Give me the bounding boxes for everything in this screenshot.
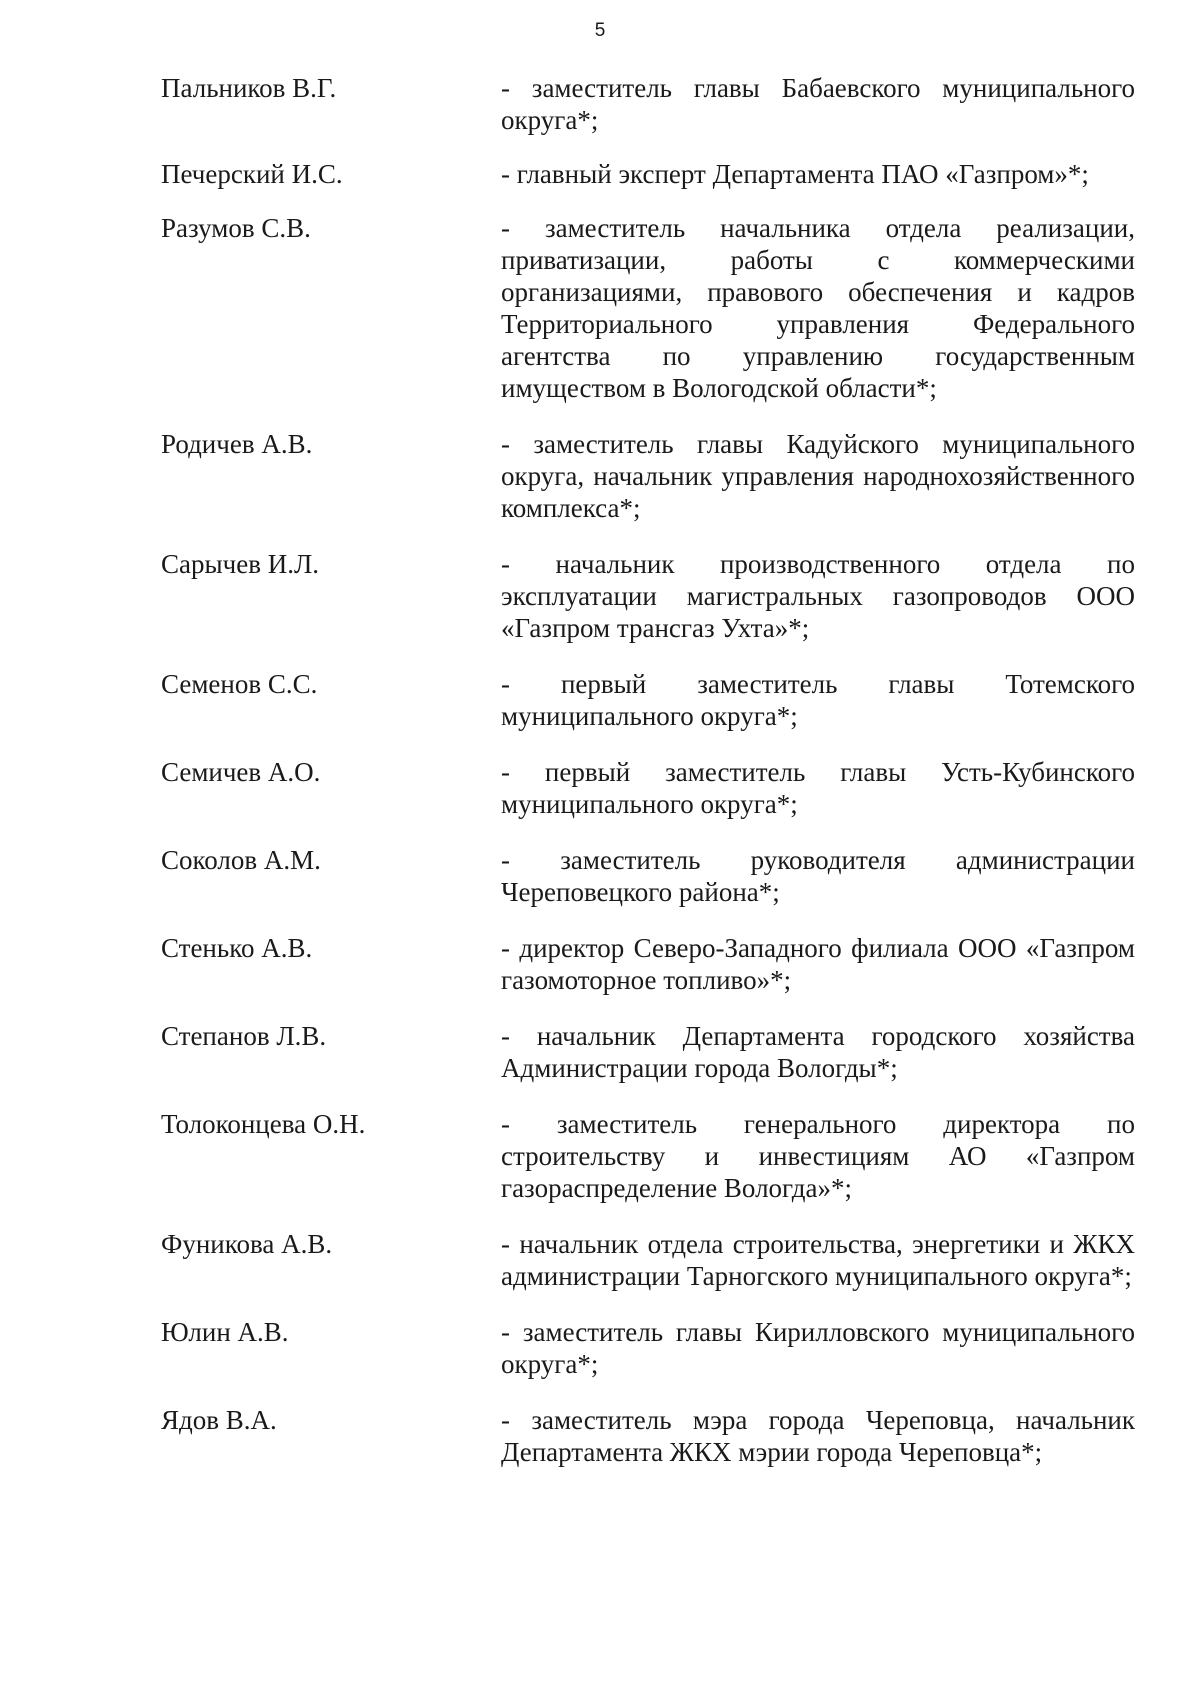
list-item	[161, 756, 1135, 820]
member-position: - главный эксперт Департамента ПАО «Газпром»*;	[501, 159, 1089, 189]
member-name: Разумов С.В.	[161, 213, 311, 243]
member-position: - начальник производственного отдела по эксплуатации магистральных газопроводов ООО «Газпром трансгаз Ухта»*;	[501, 549, 1135, 643]
member-name: Родичев А.В.	[161, 429, 313, 459]
member-name: Пальников В.Г.	[161, 73, 337, 103]
list-item	[161, 1228, 1135, 1292]
member-position: - первый заместитель главы Усть-Кубинского муниципального округа*;	[501, 757, 1135, 819]
page-number: 5	[594, 20, 606, 41]
list-item	[161, 668, 1135, 732]
member-position: - первый заместитель главы Тотемского муниципального округа*;	[501, 669, 1135, 731]
list-item	[161, 212, 1135, 404]
list-item	[161, 158, 1135, 190]
list-item	[161, 1316, 1135, 1380]
member-name: Семенов С.С.	[161, 669, 318, 699]
member-name: Фуникова А.В.	[161, 1229, 333, 1259]
member-name: Соколов А.М.	[161, 845, 321, 875]
member-position: - заместитель главы Кадуйского муниципального округа, начальник управления народнохозяйственного комплекса*;	[501, 429, 1135, 523]
member-position: - директор Северо-Западного филиала ООО «Газпром газомоторное топливо»*;	[501, 933, 1135, 995]
list-item	[161, 932, 1135, 996]
member-name: Степанов Л.В.	[161, 1021, 327, 1051]
member-position: - заместитель начальника отдела реализации, приватизации, работы с коммерческими организациями, правового обеспечения и кадров Территориального управления Федерального агентства по управлению государственным имуществом в Вологодской области*;	[501, 213, 1135, 403]
member-name: Ядов В.А.	[161, 1405, 277, 1435]
list-item	[161, 72, 1135, 136]
member-name: Семичев А.О.	[161, 757, 321, 787]
list-item	[161, 548, 1135, 644]
member-name: Сарычев И.Л.	[161, 549, 320, 579]
list-item	[161, 844, 1135, 908]
member-name: Толоконцева О.Н.	[161, 1109, 366, 1139]
member-position: - заместитель генерального директора по строительству и инвестициям АО «Газпром газораспределение Вологда»*;	[501, 1109, 1135, 1203]
member-position: - заместитель главы Кирилловского муниципального округа*;	[501, 1317, 1135, 1379]
list-item	[161, 428, 1135, 524]
member-position: - начальник Департамента городского хозяйства Администрации города Вологды*;	[501, 1021, 1135, 1083]
members-list	[161, 72, 1135, 1468]
list-item	[161, 1404, 1135, 1468]
member-name: Стенько А.В.	[161, 933, 313, 963]
list-item	[161, 1020, 1135, 1084]
member-name: Юлин А.В.	[161, 1317, 289, 1347]
member-position: - начальник отдела строительства, энергетики и ЖКХ администрации Тарногского муниципального округа*;	[501, 1229, 1135, 1291]
list-item	[161, 1108, 1135, 1204]
member-position: - заместитель главы Бабаевского муниципального округа*;	[501, 73, 1135, 135]
member-position: - заместитель мэра города Череповца, начальник Департамента ЖКХ мэрии города Череповца*;	[501, 1405, 1135, 1467]
member-name: Печерский И.С.	[161, 159, 343, 189]
member-position: - заместитель руководителя администрации Череповецкого района*;	[501, 845, 1135, 907]
